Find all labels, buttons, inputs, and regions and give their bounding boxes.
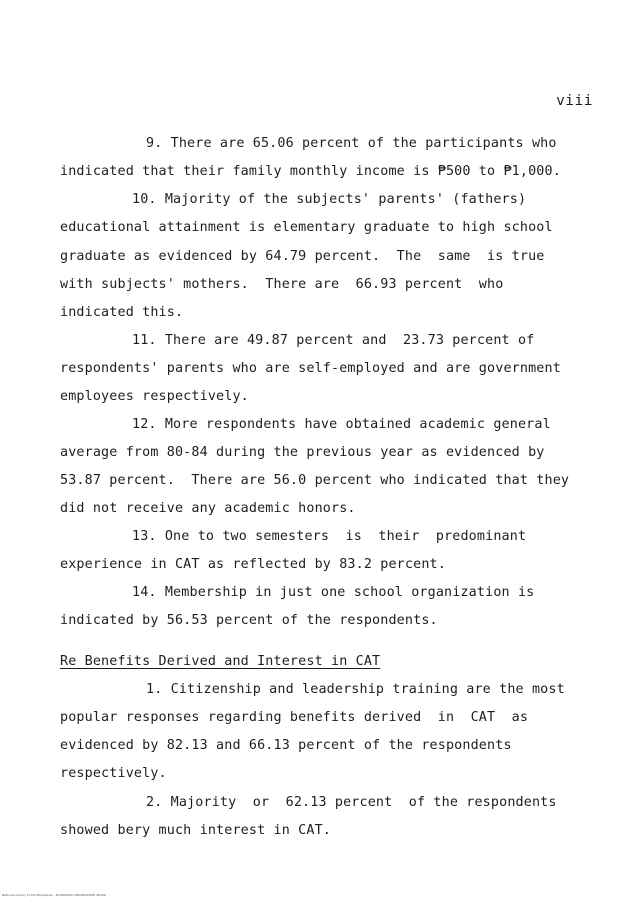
benefit-2-line-2: showed bery much interest in CAT. — [60, 823, 331, 838]
finding-12-line-3: 53.87 percent. There are 56.0 percent who indicated that they — [60, 473, 570, 488]
finding-11-line-3: employees respectively. — [60, 389, 249, 404]
finding-10-line-1: 10. Majority of the subjects' parents' (fathers) — [132, 192, 527, 207]
finding-12-line-1: 12. More respondents have obtained academic general — [132, 417, 551, 432]
finding-14-line-2: indicated by 56.53 percent of the respondents. — [60, 613, 438, 628]
benefit-1-line-4: respectively. — [60, 766, 167, 781]
section-heading-benefits-interest: Re Benefits Derived and Interest in CAT — [60, 654, 381, 669]
finding-13-line-2: experience in CAT as reflected by 83.2 percent. — [60, 557, 446, 572]
finding-14-line-1: 14. Membership in just one school organization is — [132, 585, 535, 600]
finding-10-line-3: graduate as evidenced by 64.79 percent. The same is true — [60, 249, 545, 264]
benefit-2-line-1: 2. Majority or 62.13 percent of the respondents — [146, 795, 557, 810]
benefit-1-line-3: evidenced by 82.13 and 66.13 percent of the respondents — [60, 738, 512, 753]
finding-11-line-2: respondents' parents who are self-employed and are government — [60, 361, 561, 376]
finding-12-line-2: average from 80-84 during the previous year as evidenced by — [60, 445, 545, 460]
page-number: viii — [556, 93, 593, 109]
finding-10-line-4: with subjects' mothers. There are 66.93 percent who — [60, 277, 504, 292]
finding-9-line-1: 9. There are 65.06 percent of the participants who — [146, 136, 557, 151]
finding-10-line-2: educational attainment is elementary graduate to high school — [60, 220, 553, 235]
benefit-1-line-1: 1. Citizenship and leadership training are the most — [146, 682, 565, 697]
library-footer-stamp: National Library of the Philippines · FILIPINIANA UNPUBLISHED WORK — [2, 893, 106, 897]
finding-9-line-2: indicated that their family monthly income is ₱500 to ₱1,000. — [60, 164, 561, 179]
finding-10-line-5: indicated this. — [60, 305, 184, 320]
finding-13-line-1: 13. One to two semesters is their predominant — [132, 529, 527, 544]
benefit-1-line-2: popular responses regarding benefits derived in CAT as — [60, 710, 529, 725]
finding-12-line-4: did not receive any academic honors. — [60, 501, 356, 516]
finding-11-line-1: 11. There are 49.87 percent and 23.73 percent of — [132, 333, 535, 348]
